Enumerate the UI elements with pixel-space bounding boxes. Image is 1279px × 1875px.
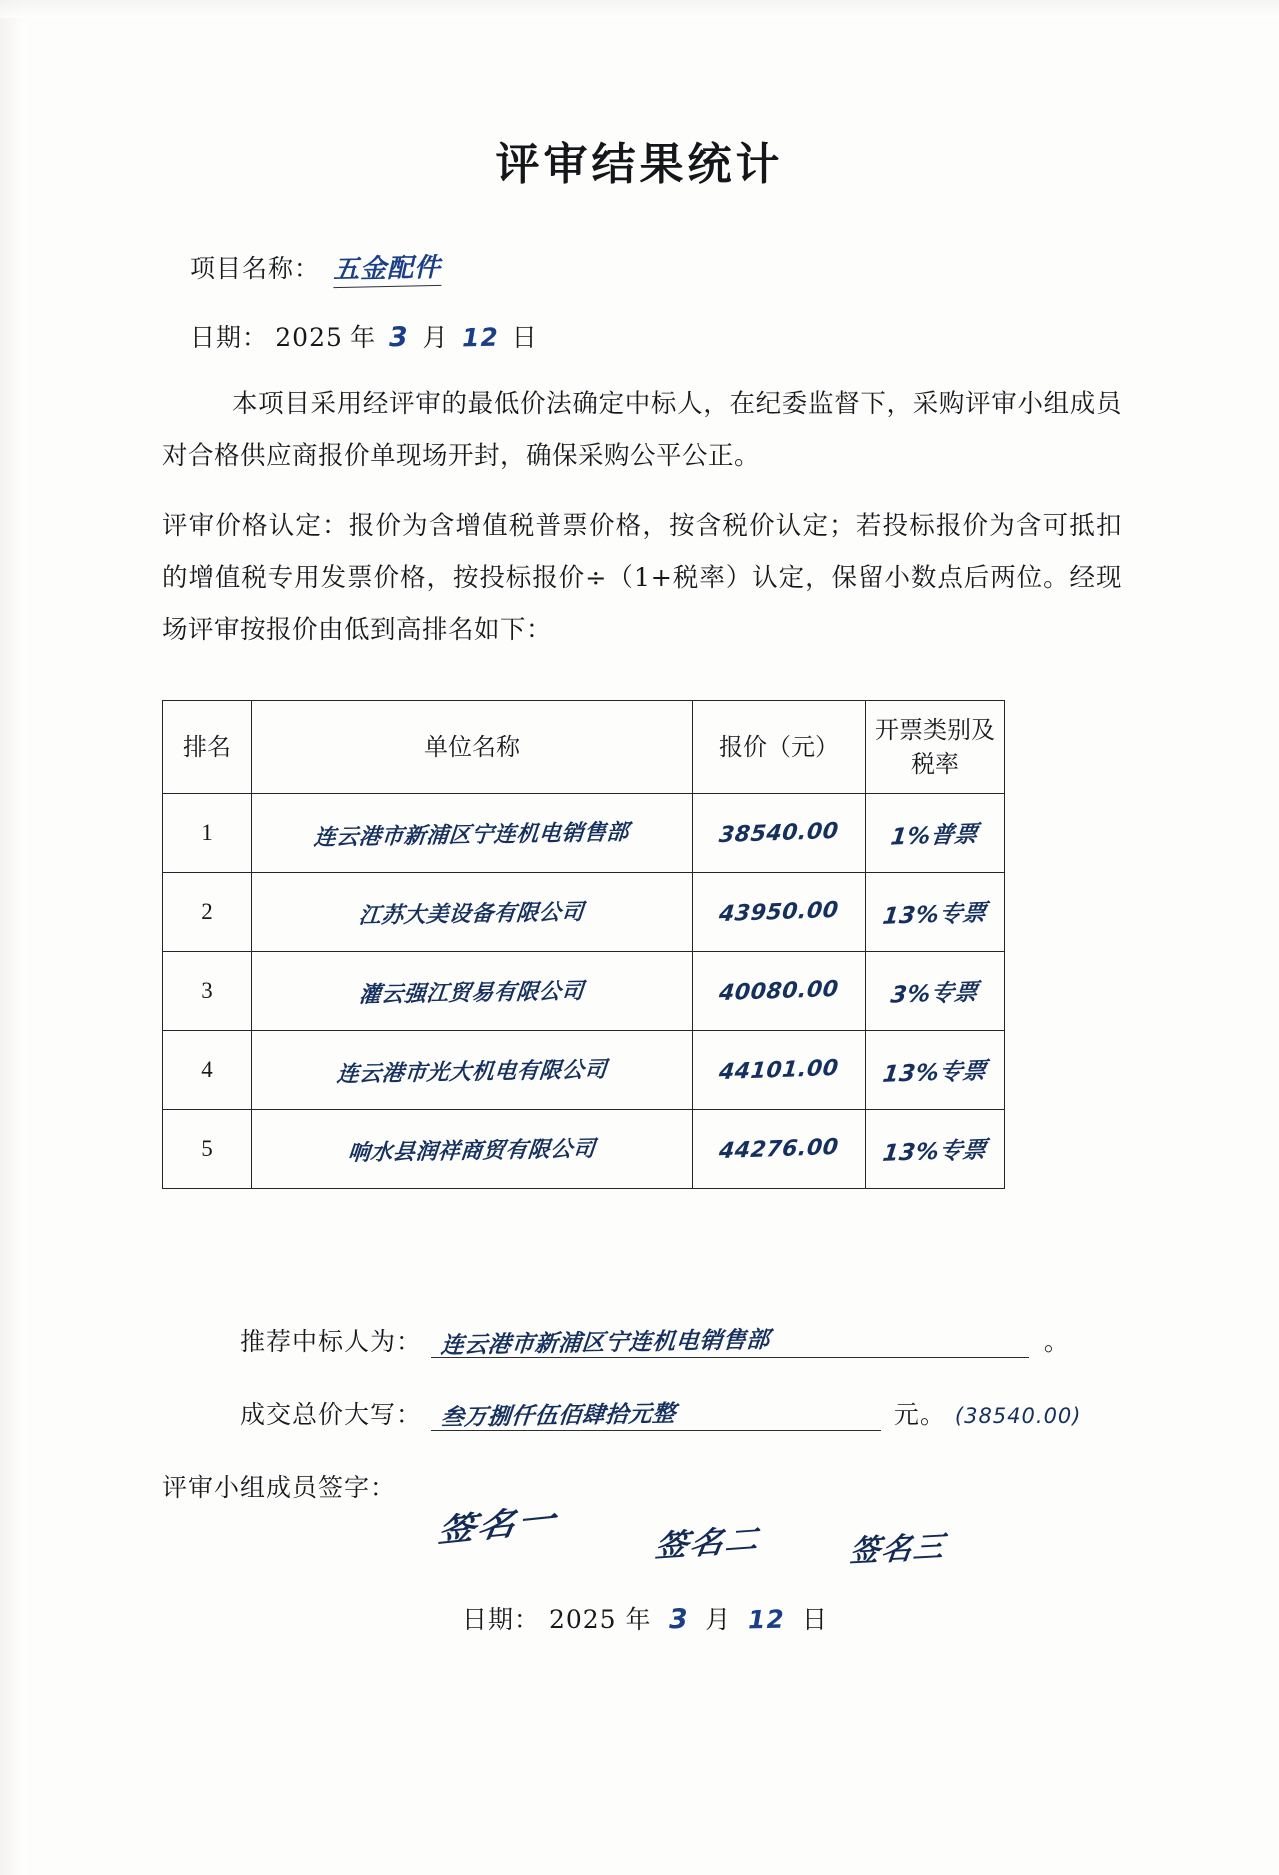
amount-row (240, 1395, 1081, 1431)
cell-price-text: 38540.00 (717, 818, 841, 848)
project-name-label: 项目名称： (190, 254, 321, 283)
cell-rank: 5 (163, 1110, 252, 1189)
table-row (163, 873, 1005, 952)
table-row (163, 1031, 1005, 1110)
cell-company (252, 1031, 693, 1110)
th-company: 单位名称 (252, 701, 693, 794)
cell-company-text: 灌云强江贸易有限公司 (358, 978, 586, 1008)
cell-tax-text: 13%专票 (881, 1057, 989, 1088)
winner-value: 连云港市新浦区宁连机电销售部 (439, 1327, 771, 1359)
date-month: 3 (389, 321, 410, 354)
cell-tax (866, 794, 1005, 873)
cell-company (252, 1110, 693, 1189)
cell-price-text: 43950.00 (717, 897, 841, 927)
project-name-value: 五金配件 (333, 247, 442, 288)
cell-tax-text: 1%普票 (889, 820, 980, 851)
cell-price (693, 873, 866, 952)
amount-label: 成交总价大写： (240, 1400, 423, 1429)
footer-date-day: 12 (747, 1604, 786, 1635)
cell-price (693, 952, 866, 1031)
footer-date-day-unit: 日 (801, 1605, 828, 1634)
cell-price-text: 44101.00 (717, 1055, 841, 1085)
scan-edge-top (0, 0, 1279, 18)
date-day-unit: 日 (511, 323, 538, 352)
winner-label: 推荐中标人为： (240, 1327, 423, 1356)
cell-price (693, 794, 866, 873)
table-row (163, 794, 1005, 873)
cell-rank: 2 (163, 873, 252, 952)
table-row (163, 952, 1005, 1031)
page-title: 评审结果统计 (495, 139, 784, 190)
project-name-row (190, 248, 441, 287)
cell-company-text: 响水县润祥商贸有限公司 (346, 1136, 597, 1166)
cell-tax (866, 952, 1005, 1031)
cell-tax-text: 13%专票 (881, 899, 989, 930)
cell-company (252, 952, 693, 1031)
table-row (163, 1110, 1005, 1189)
th-price: 报价（元） (693, 701, 866, 794)
amount-value-rule (431, 1397, 881, 1431)
cell-price (693, 1031, 866, 1110)
amount-unit: 元。 (893, 1400, 946, 1429)
footer-date-year: 2025 (548, 1605, 617, 1634)
winner-value-rule (431, 1324, 1029, 1358)
cell-price-text: 44276.00 (717, 1134, 841, 1164)
date-year: 2025 (275, 323, 343, 352)
cell-rank: 3 (163, 952, 252, 1031)
cell-company-text: 江苏大美设备有限公司 (358, 899, 586, 929)
date-label: 日期： (190, 323, 269, 352)
footer-date-year-unit: 年 (625, 1605, 652, 1634)
date-day: 12 (461, 322, 499, 353)
scan-edge-left (0, 0, 26, 1875)
cell-price (693, 1110, 866, 1189)
cell-price-text: 40080.00 (717, 976, 841, 1006)
signature-1: 签名一 (435, 1500, 560, 1551)
winner-end-mark: 。 (1043, 1327, 1070, 1356)
cell-company-text: 连云港市光大机电有限公司 (335, 1057, 608, 1087)
footer-date-row (462, 1600, 828, 1636)
signature-label-row (162, 1468, 396, 1504)
ranking-table (162, 700, 1005, 1189)
signature-label: 评审小组成员签字： (162, 1473, 397, 1502)
cell-tax (866, 873, 1005, 952)
date-year-unit: 年 (350, 323, 377, 352)
cell-rank: 4 (163, 1031, 252, 1110)
th-tax: 开票类别及税率 (866, 701, 1005, 794)
signature-3: 签名三 (847, 1529, 948, 1570)
signature-area (435, 1490, 1070, 1580)
cell-rank: 1 (163, 794, 252, 873)
footer-date-month-unit: 月 (705, 1605, 732, 1634)
cell-company-text: 连云港市新浦区宁连机电销售部 (313, 819, 631, 851)
paragraph-2: 评审价格认定：报价为含增值税普票价格，按含税价认定；若投标报价为含可抵扣的增值税专用发票价格，按投标报价÷（1+税率）认定，保留小数点后两位。经现场评审按报价由低到高排名如下： (162, 511, 1122, 645)
amount-numeric-note: (38540.00) (954, 1404, 1082, 1428)
date-month-unit: 月 (422, 323, 449, 352)
signature-2: 签名二 (652, 1522, 763, 1565)
cell-tax (866, 1031, 1005, 1110)
footer-date-label: 日期： (462, 1605, 541, 1634)
amount-value: 叁万捌仟伍佰肆拾元整 (439, 1400, 677, 1432)
paragraph-1: 本项目采用经评审的最低价法确定中标人，在纪委监督下，采购评审小组成员对合格供应商报价单现场开封，确保采购公平公正。 (162, 389, 1122, 471)
cell-tax-text: 3%专票 (889, 978, 980, 1009)
cell-tax (866, 1110, 1005, 1189)
footer-date-month: 3 (668, 1603, 689, 1636)
winner-row (240, 1322, 1070, 1358)
cell-company (252, 794, 693, 873)
date-row (190, 318, 538, 354)
table-header-row (163, 701, 1005, 794)
th-rank: 排名 (163, 701, 252, 794)
cell-tax-text: 13%专票 (881, 1136, 989, 1167)
cell-company (252, 873, 693, 952)
